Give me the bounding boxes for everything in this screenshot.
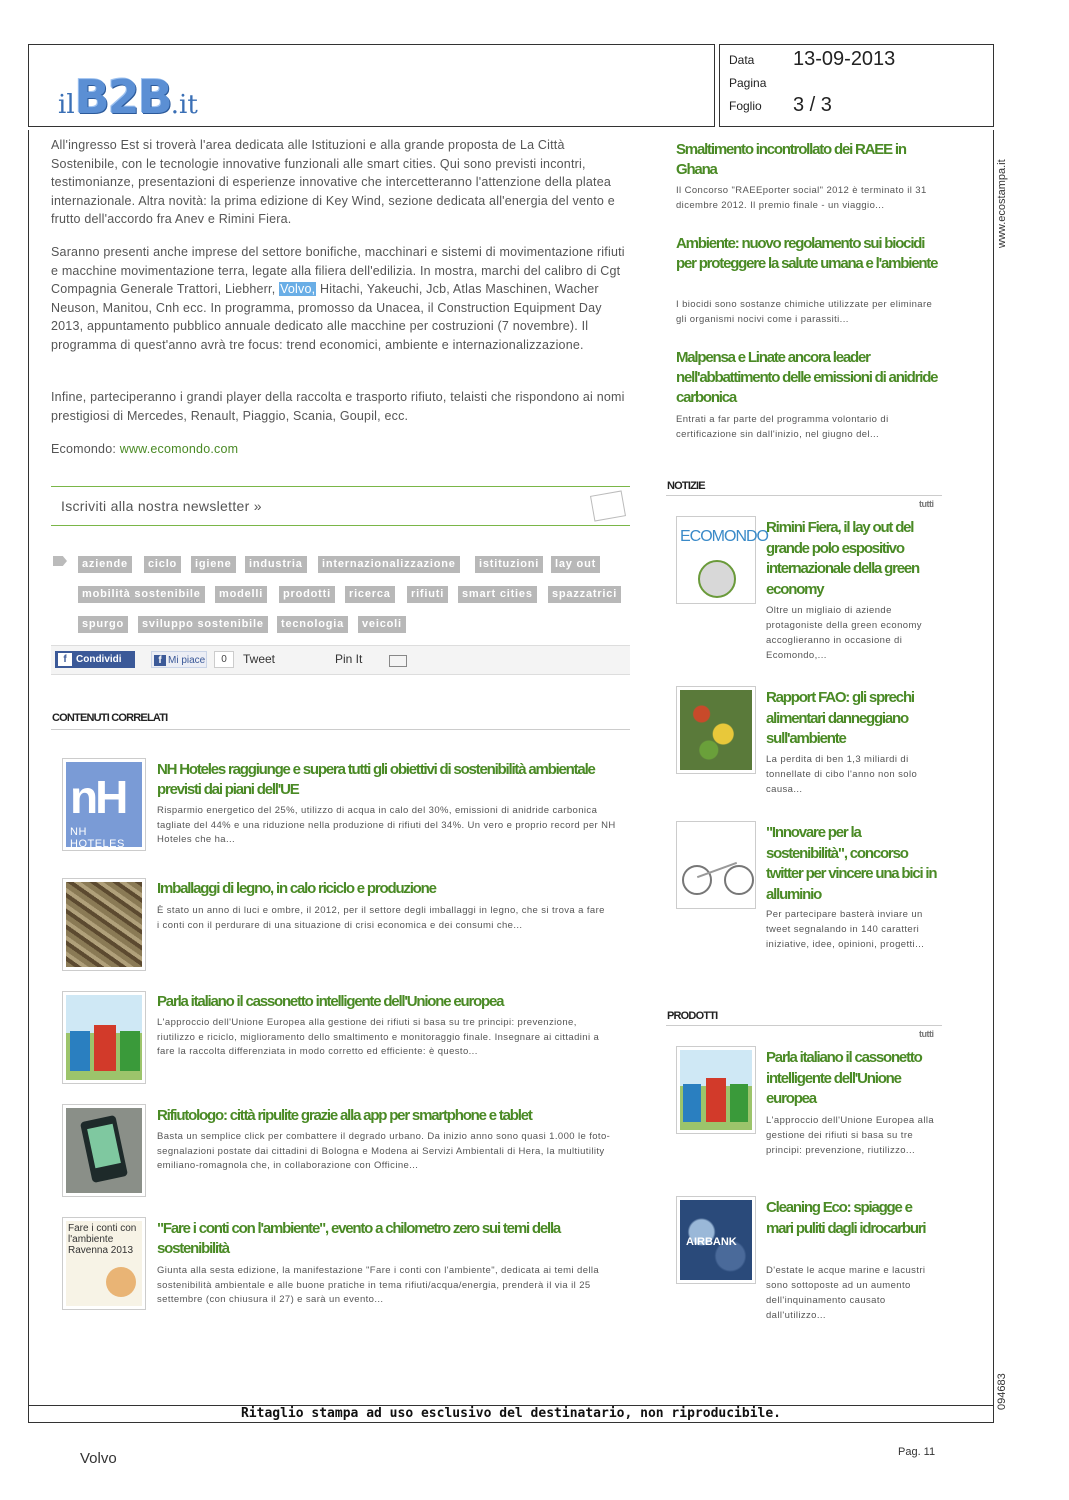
envelope-icon <box>590 490 626 521</box>
prodotti-rule <box>666 1025 942 1026</box>
tag-mobilita-sostenibile[interactable]: mobilità sostenibile <box>78 586 205 603</box>
tag-spazzatrici[interactable]: spazzatrici <box>548 586 621 603</box>
thumb-imballaggi[interactable] <box>62 878 146 971</box>
data-value: 13-09-2013 <box>793 48 896 70</box>
foglio-label: Foglio <box>729 99 762 113</box>
notizie-section-title: NOTIZIE <box>667 480 705 492</box>
related-rule <box>51 729 630 730</box>
logo-main: B2B <box>74 70 171 124</box>
prodotti-tutti-link[interactable]: tutti <box>919 1029 934 1039</box>
tag-smart-cities[interactable]: smart cities <box>458 586 537 603</box>
thumb-cassonetto[interactable] <box>62 991 146 1084</box>
related-title-3[interactable]: Parla italiano il cassonetto intelligente dell'Unione europea <box>157 993 504 1010</box>
tag-internazionalizzazione[interactable]: internazionalizzazione <box>318 556 460 573</box>
highlight-volvo: Volvo, <box>280 282 316 296</box>
thumb-bici[interactable] <box>676 821 756 909</box>
prodotti-section-title: PRODOTTI <box>667 1010 718 1022</box>
facebook-icon: f <box>58 653 72 666</box>
notizie-desc-1: Oltre un migliaio di aziende protagoniste della green economy accoglieranno in occasione di Ecomondo,... <box>766 605 922 661</box>
data-label: Data <box>729 53 755 67</box>
notizie-rule <box>666 495 942 496</box>
airbank-thumb-text: AIRBANK <box>686 1236 737 1248</box>
right-desc-1: Il Concorso "RAEEporter social" 2012 è terminato il 31 dicembre 2012. Il premio finale - un viaggio... <box>676 185 927 211</box>
tag-veicoli[interactable]: veicoli <box>358 616 406 633</box>
tag-lay-out[interactable]: lay out <box>551 556 600 573</box>
notizie-tutti-link[interactable]: tutti <box>919 499 934 509</box>
thumb-nh-caption: NH HOTELES <box>70 826 125 850</box>
body-paragraph-2a: Saranno presenti anche imprese del settore bonifiche, macchinari e sistemi di movimentazione rifiuti e macchine movimentazione terra, legate alla filiera dell'edilizia. In mostra, marchi del calibro di Cgt Compagnia Generale Trattori, Liebherr, <box>51 245 625 296</box>
thumb-prodotti-cassonetto[interactable] <box>676 1046 756 1134</box>
notizie-title-3[interactable]: "Innovare per la sostenibilità", concorso twitter per vincere una bici in alluminio <box>766 824 937 903</box>
thumb-ecomondo[interactable] <box>676 516 768 604</box>
email-share-icon[interactable] <box>389 655 407 667</box>
notizie-title-2[interactable]: Rapport FAO: gli sprechi alimentari danneggiano sull'ambiente <box>766 689 914 747</box>
tweet-button[interactable]: Tweet <box>243 652 276 666</box>
prodotti-desc-1: L'approccio dell'Unione Europea alla gestione dei rifiuti si basa su tre principi: prevenzione, riutilizzo... <box>766 1115 935 1156</box>
tag-industria[interactable]: industria <box>245 556 307 573</box>
site-logo <box>58 70 198 124</box>
related-title-1[interactable]: NH Hoteles raggiunge e supera tutti gli obiettivi di sostenibilità ambientale previsti dai piani dell'UE <box>157 761 595 798</box>
right-desc-3: Entrati a far parte del programma volontario di certificazione sin dall'inizio, nel giugno del... <box>676 414 889 440</box>
tag-spurgo[interactable]: spurgo <box>78 616 128 633</box>
tag-tecnologia[interactable]: tecnologia <box>277 616 348 633</box>
right-title-2[interactable]: Ambiente: nuovo regolamento sui biocidi per proteggere la salute umana e l'ambiente <box>676 235 938 272</box>
newsletter-label[interactable]: Iscriviti alla nostra newsletter » <box>61 498 262 514</box>
prodotti-desc-2: D'estate le acque marine e lacustri sono sottoposte ad un aumento dell'inquinamento causato dall'utilizzo... <box>766 1265 926 1321</box>
share-bar <box>51 645 630 675</box>
fb-like-label: Mi piace <box>168 655 206 666</box>
related-section-title: CONTENUTI CORRELATI <box>52 712 168 724</box>
notizie-desc-2: La perdita di ben 1,3 miliardi di tonnellate di cibo l'anno non solo causa... <box>766 754 918 795</box>
right-title-1[interactable]: Smaltimento incontrollato dei RAEE in Ghana <box>676 141 906 178</box>
facebook-share-button[interactable] <box>55 651 135 668</box>
tag-ciclo[interactable]: ciclo <box>144 556 181 573</box>
fb-like-count: 0 <box>214 651 234 668</box>
prodotti-title-1[interactable]: Parla italiano il cassonetto intelligente dell'Unione europea <box>766 1049 922 1107</box>
thumb-fare-caption: Fare i conti con l'ambiente Ravenna 2013 <box>68 1223 137 1256</box>
nh-logo-text: nH <box>70 771 126 823</box>
tag-prodotti[interactable]: prodotti <box>279 586 335 603</box>
facebook-like-icon: f <box>154 655 166 666</box>
thumb-airbank[interactable] <box>676 1196 756 1284</box>
tag-sviluppo-sostenibile[interactable]: sviluppo sostenibile <box>138 616 268 633</box>
facebook-like-button[interactable] <box>151 651 207 668</box>
thumb-fare-i-conti[interactable] <box>62 1217 146 1310</box>
tag-istituzioni[interactable]: istituzioni <box>475 556 543 573</box>
related-desc-5: Giunta alla sesta edizione, la manifestazione "Fare i conti con l'ambiente", dedicata ai temi della sostenibilità ambientale e alle buone pratiche in tema rifiuti/acqua/energia, prenderà il via il 25 settembre (con chiusura il 27) e sarà un evento... <box>157 1265 600 1305</box>
ecomondo-link[interactable]: www.ecomondo.com <box>119 442 239 456</box>
right-title-3[interactable]: Malpensa e Linate ancora leader nell'abbattimento delle emissioni di anidride carbonica <box>676 349 938 406</box>
ecomondo-thumb-text: ECOMONDO <box>680 528 768 545</box>
related-desc-4: Basta un semplice click per combattere il degrado urbano. Da inizio anno sono quasi 1.000 le foto-segnalazioni postate dai cittadini di Bologna e Modena ai Servizi Ambientali di Hera, la multiutility emiliano-romagnola che, in collaborazione con Officine... <box>157 1131 611 1171</box>
body-paragraph-3: Infine, parteciperanno i grandi player della raccolta e trasporto rifiuto, telaisti che rispondono ai nomi prestigiosi di Mercedes, Renault, Piaggio, Scania, Goupil, ecc. <box>51 390 625 423</box>
tag-rifiuti[interactable]: rifiuti <box>407 586 448 603</box>
tag-modelli[interactable]: modelli <box>215 586 267 603</box>
ecomondo-line <box>51 440 631 459</box>
related-title-5[interactable]: "Fare i conti con l'ambiente", evento a chilometro zero sui temi della sostenibilità <box>157 1220 561 1257</box>
tag-ricerca[interactable]: ricerca <box>345 586 395 603</box>
notizie-title-1[interactable]: Rimini Fiera, il lay out del grande polo espositivo internazionale della green economy <box>766 519 920 598</box>
side-url: www.ecostampa.it <box>996 159 1008 248</box>
right-desc-2: I biocidi sono sostanze chimiche utilizzate per eliminare gli organismi nocivi come i parassiti... <box>676 299 933 325</box>
body-paragraph-1: All'ingresso Est si troverà l'area dedicata alle Istituzioni e alla grande proposta de La Città Sostenibile, con le tecnologie innovative funzionali alle smart cities. Qui sono previsti incontri, testimonianze, presentazioni di esperienze innovative che intercetteranno l'attenzione della platea internazionale. Altra novità: la prima edizione di Key Wind, sezione dedicata all'energia del vento e frutto dell'accordo fra Anev e Rimini Fiera. <box>51 138 615 226</box>
foglio-value: 3 / 3 <box>793 94 832 116</box>
pagina-label: Pagina <box>729 76 767 90</box>
tag-igiene[interactable]: igiene <box>191 556 236 573</box>
pinit-button[interactable]: Pin It <box>335 652 363 666</box>
thumb-fao[interactable] <box>676 686 756 774</box>
footer-page-number: Pag. 11 <box>898 1446 936 1458</box>
newsletter-box[interactable] <box>51 486 630 526</box>
fb-share-label: Condividi <box>76 654 122 665</box>
logo-prefix: il <box>58 90 75 120</box>
footer-keyword: Volvo <box>80 1450 117 1467</box>
notizie-desc-3: Per partecipare basterà inviare un tweet segnalando in 140 caratteri iniziative, idee, opinioni, progetti... <box>766 909 925 950</box>
footer-disclaimer: Ritaglio stampa ad uso esclusivo del destinatario, non riproducibile. <box>28 1405 994 1423</box>
body-paragraph-2 <box>51 243 631 354</box>
related-title-2[interactable]: Imballaggi di legno, in calo riciclo e produzione <box>157 880 436 897</box>
related-desc-1: Risparmio energetico del 25%, utilizzo di acqua in calo del 30%, emissioni di anidride carbonica tagliate del 44% e una riduzione nella produzione di rifiuti del 34%. Un vero e proprio record per NH Hoteles che ha... <box>157 805 616 845</box>
related-desc-3: L'approccio dell'Unione Europea alla gestione dei rifiuti si basa su tre principi: prevenzione, riutilizzo e riciclo, miglioramento dello smaltimento e monitoraggio finale. Insegnare ai cittadini a fare la raccolta differenziata in modo corretto ed efficiente: è questo... <box>157 1017 600 1057</box>
related-desc-2: È stato un anno di luci e ombre, il 2012, per il settore degli imballaggi in legno, che si trova a fare i conti con il perdurare di una situazione di crisi economica e dei consumi che... <box>157 905 605 931</box>
thumb-rifiutologo[interactable] <box>62 1104 146 1197</box>
logo-suffix: .it <box>170 90 198 120</box>
body-paragraph-2b: Hitachi, Yakeuchi, Jcb, Atlas Maschinen, Wacher Neuson, Manitou, Cnh ecc. In programma, promosso da Unacea, il Construction Equipment Day 2013, appuntamento pubblico annuale dedicato alle macchine per costruzioni (7 novembre). Il programma di quest'anno avrà tre focus: trend economici, ambiente e internazionalizzazione. <box>51 282 602 352</box>
tag-aziende[interactable]: aziende <box>78 556 132 573</box>
side-code: 094683 <box>996 1373 1008 1410</box>
ecomondo-label: Ecomondo: <box>51 442 120 456</box>
prodotti-title-2[interactable]: Cleaning Eco: spiagge e mari puliti dagli idrocarburi <box>766 1199 926 1237</box>
thumb-nh-hoteles[interactable] <box>62 758 146 851</box>
related-title-4[interactable]: Rifiutologo: città ripulite grazie alla app per smartphone e tablet <box>157 1107 532 1124</box>
